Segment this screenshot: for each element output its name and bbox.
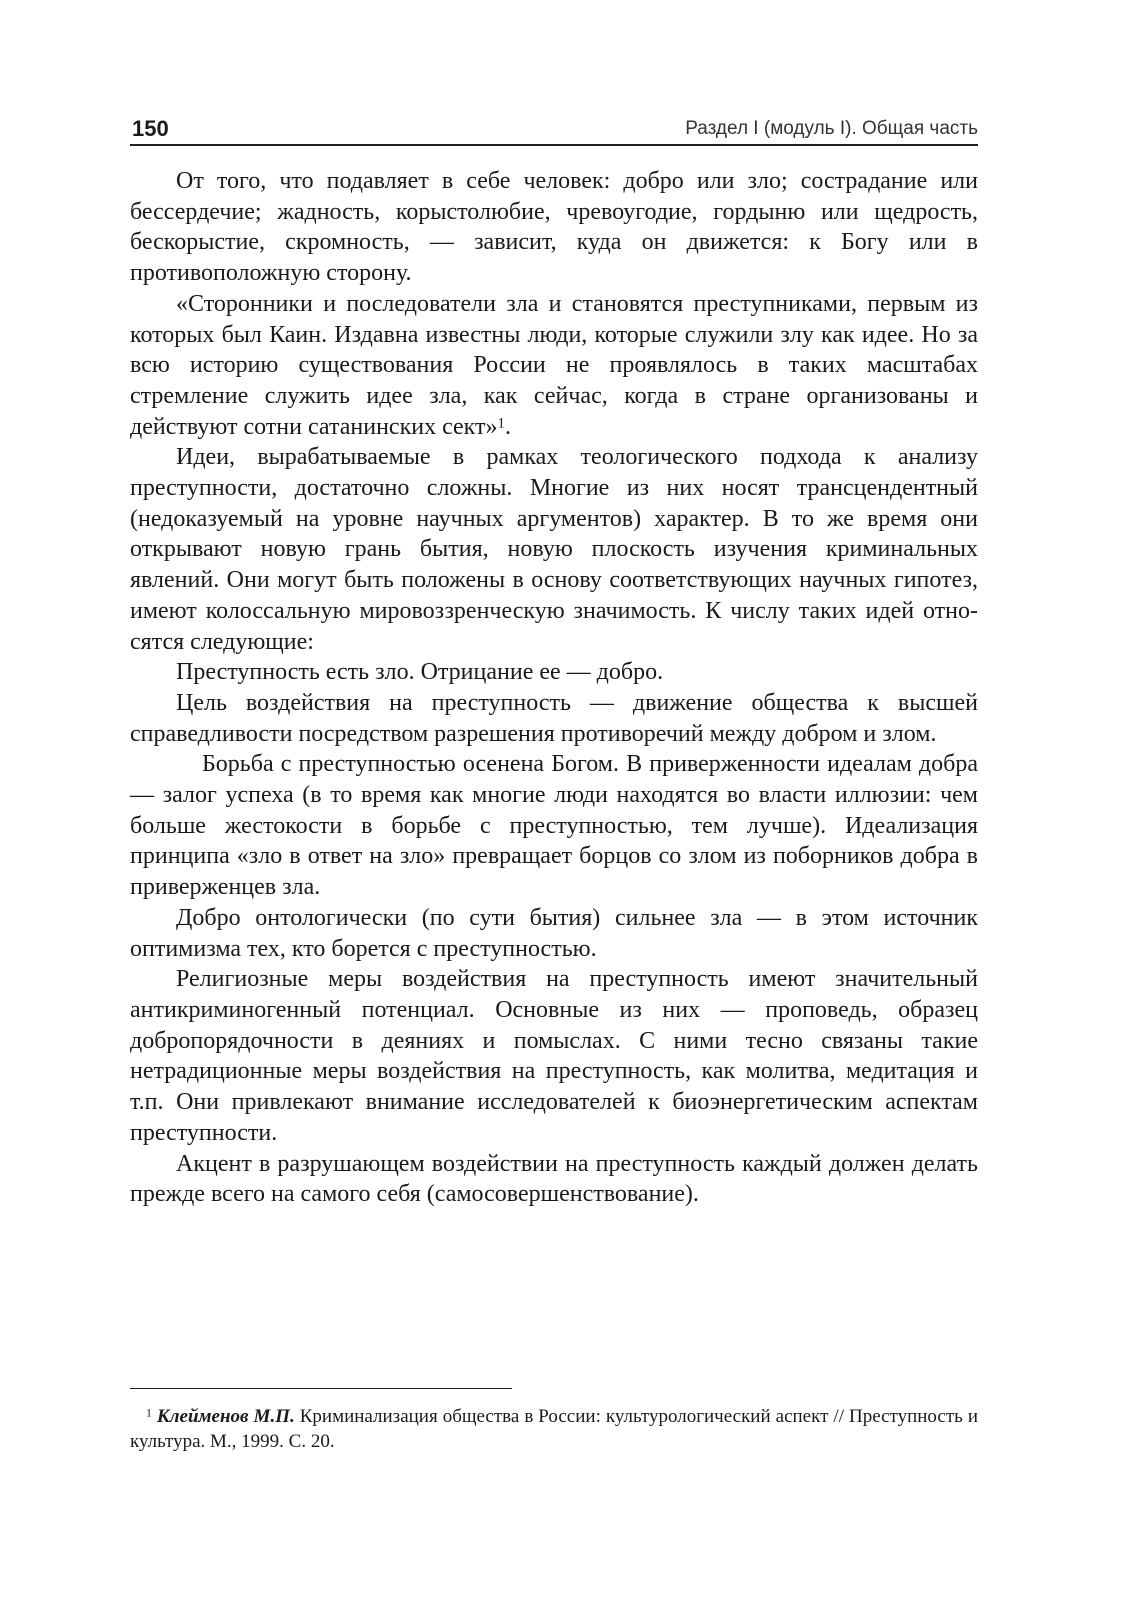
paragraph: Акцент в разрушающем воздействии на преступность каждый должен делать прежде всего на самого себя (самосовершенствование). <box>130 1150 978 1208</box>
page-number: 150 <box>132 116 169 141</box>
paragraph: От того, что подавляет в себе человек: добро или зло; сострадание или бессердечие; жадность, корыстолюбие, чревоугодие, гордыню или щедрость, бескорыстие, скромность, — зависит, куда он движется: к Богу или в противоположную сторону. <box>130 168 978 287</box>
paragraph: Добро онтологически (по сути бытия) сильнее зла — в этом источник оптимизма тех, кто борется с преступностью. <box>130 904 978 962</box>
footnote-separator <box>130 1388 512 1389</box>
section-title: Раздел I (модуль I). Общая часть <box>685 118 978 139</box>
paragraph: Преступность есть зло. Отрицание ее — добро. <box>176 659 664 686</box>
paragraph: Борьба с преступностью осенена Богом. В приверженности идеалам добра — залог успеха (в то время как многие люди находятся во власти иллюзии: чем больше жестокости в борьбе с преступностью, тем лучше). Идеализация принципа «зло в ответ на зло» превращает борцов со злом из поборников добра в приверженцев зла. <box>130 751 978 901</box>
paragraph: Религиозные меры воздействия на преступность имеют значительный антикриминогенный потенциал. Основные из них — проповедь, образец добропорядочности в деяниях и помыслах. С ними тесно связаны такие нетрадиционные меры воздействия на преступность, как молитва, медитация и т.п. Они привлекают внимание исследователей к биоэнергетическим аспектам преступности. <box>130 966 978 1146</box>
footnote <box>130 1404 978 1454</box>
footnote-number: 1 <box>146 1406 152 1420</box>
paragraph-with-footnote: «Сторонники и последователи зла и становятся преступниками, первым из которых был Каин. Издавна известны люди, которые служили злу как идее. Но за всю историю существования России не проявлялось в таких масштабах стремление служить идее зла, как сейчас, когда в стране организованы и действуют сотни сатанинских сект»$^1$. <box>130 290 978 440</box>
footnote-author: Клейменов М.П. <box>156 1406 295 1427</box>
footnote-text: Криминализация общества в России: культурологический аспект // Преступность и культура. М., 1999. С. 20. <box>130 1406 978 1452</box>
footnote-reference[interactable]: 1 <box>497 414 505 431</box>
running-head <box>130 108 978 146</box>
body-text <box>130 166 978 1210</box>
paragraph: Идеи, вырабатываемые в рамках теологического подхода к анализу преступности, достаточно сложны. Многие из них носят трансцендентный (недоказуемый на уровне научных аргументов) характер. В то же время они открывают новую грань бытия, новую плоскость изучения криминальных явлений. Они могут быть положены в основу соответствующих научных гипотез, имеют колоссальную мировоззренческую значимость. К числу таких идей относятся следующие: <box>130 444 978 655</box>
paragraph: Цель воздействия на преступность — движение общества к высшей справедливости посредством разрешения противоречий между добром и злом. <box>130 689 978 747</box>
quote-text: «Сторонники и последователи зла и становятся преступниками, первым из которых был Каин. Издавна известны люди, которые служили злу как идее. Но за всю историю существования России не проявлялось в таких масштабах стремление служить идее зла, как сейчас, когда в стране организованы и действуют сотни сатанинских сект» <box>130 290 978 440</box>
